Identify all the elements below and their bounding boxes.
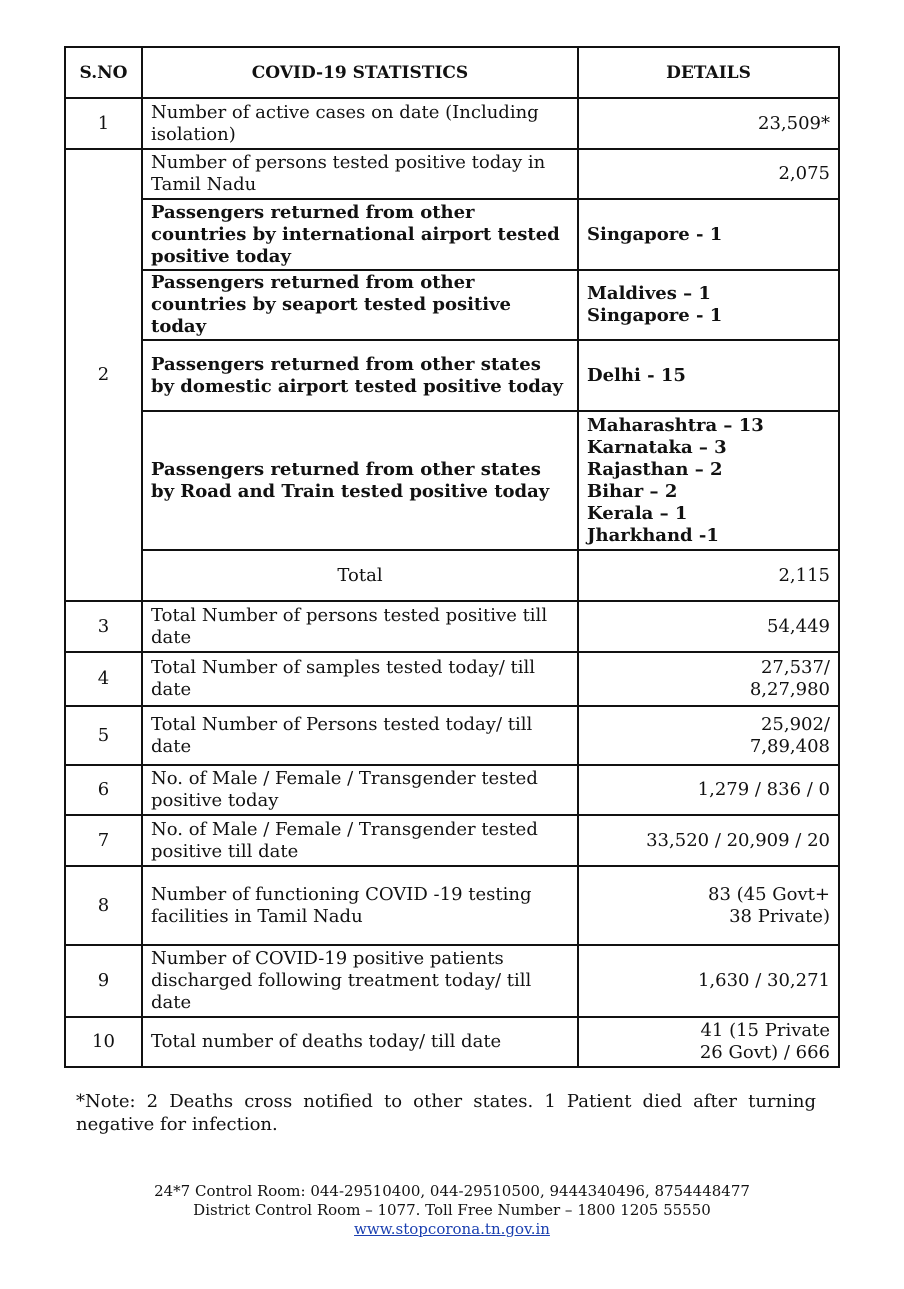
value-line: 27,537/ (760, 657, 830, 678)
table-row (65, 270, 839, 340)
table-row (65, 815, 839, 866)
header-sno: S.NO (65, 47, 142, 98)
total-label: Total (142, 550, 578, 601)
detail-line: Karnataka – 3 (587, 436, 727, 458)
value-line: 83 (45 Govt+ (708, 883, 830, 905)
row-number: 9 (65, 945, 142, 1017)
row-number: 4 (65, 652, 142, 706)
table-row (65, 340, 839, 411)
value-line: 25,902/ (760, 713, 830, 735)
row-value: 23,509* (578, 98, 839, 149)
value-line: 26 Govt) / 666 (699, 1042, 830, 1063)
row-number: 7 (65, 815, 142, 866)
table-row (65, 945, 839, 1017)
table-row (65, 706, 839, 765)
detail-line: Maldives – 1 (587, 283, 711, 304)
row-label: Total Number of Persons tested today/ till date (142, 706, 578, 765)
table-row (65, 765, 839, 815)
row-label: Total Number of samples tested today/ till date (142, 652, 578, 706)
row-value (578, 1017, 839, 1067)
row-number: 2 (65, 149, 142, 601)
row-label: Number of COVID-19 positive patients discharged following treatment today/ till date (142, 945, 578, 1017)
row-value (578, 706, 839, 765)
row-number: 5 (65, 706, 142, 765)
district-control-line: District Control Room – 1077. Toll Free Number – 1800 1205 55550 (193, 1201, 711, 1219)
table-row (65, 199, 839, 270)
row-value (578, 199, 839, 270)
row-value: 2,075 (578, 149, 839, 199)
value-line: 7,89,408 (749, 735, 830, 757)
row-value (578, 866, 839, 945)
row-number: 1 (65, 98, 142, 149)
row-label: Total number of deaths today/ till date (142, 1017, 578, 1067)
detail-line: Delhi - 15 (587, 364, 686, 386)
row-number: 6 (65, 765, 142, 815)
row-label: Passengers returned from other states by Road and Train tested positive today (142, 411, 578, 550)
detail-line: Bihar – 2 (587, 480, 678, 502)
row-value: 54,449 (578, 601, 839, 652)
row-value (578, 411, 839, 550)
table-row (65, 652, 839, 706)
detail-line: Singapore - 1 (587, 305, 723, 326)
table-row (65, 550, 839, 601)
table-row (65, 149, 839, 199)
row-value: 1,630 / 30,271 (578, 945, 839, 1017)
detail-line: Kerala – 1 (587, 502, 688, 524)
row-number: 3 (65, 601, 142, 652)
table-row (65, 98, 839, 149)
row-value: 1,279 / 836 / 0 (578, 765, 839, 815)
detail-line: Singapore - 1 (587, 223, 723, 245)
detail-line: Maharashtra – 13 (587, 414, 764, 436)
value-line: 8,27,980 (749, 679, 830, 700)
table-row (65, 1017, 839, 1067)
total-value: 2,115 (578, 550, 839, 601)
row-label: No. of Male / Female / Transgender tested positive today (142, 765, 578, 815)
row-label: Number of active cases on date (Including isolation) (142, 98, 578, 149)
row-label: Number of persons tested positive today in Tamil Nadu (142, 149, 578, 199)
row-number: 10 (65, 1017, 142, 1067)
covid-statistics-table (64, 46, 840, 1068)
row-value (578, 340, 839, 411)
row-label: Passengers returned from other countries by seaport tested positive today (142, 270, 578, 340)
row-value: 33,520 / 20,909 / 20 (578, 815, 839, 866)
row-number: 8 (65, 866, 142, 945)
row-label: Number of functioning COVID -19 testing facilities in Tamil Nadu (142, 866, 578, 945)
table-row (65, 866, 839, 945)
contact-footer (0, 1182, 904, 1239)
value-line: 38 Private) (729, 905, 830, 927)
footnote: *Note: 2 Deaths cross notified to other states. 1 Patient died after turning negative for infection. (76, 1091, 816, 1135)
value-line: 41 (15 Private (700, 1020, 830, 1041)
row-value (578, 652, 839, 706)
table-header-row (65, 47, 839, 98)
row-value (578, 270, 839, 340)
control-room-line: 24*7 Control Room: 044-29510400, 044-29510500, 9444340496, 8754448477 (154, 1182, 750, 1200)
website-link[interactable]: www.stopcorona.tn.gov.in (354, 1220, 550, 1238)
header-statistics: COVID-19 STATISTICS (142, 47, 578, 98)
row-label: Passengers returned from other states by domestic airport tested positive today (142, 340, 578, 411)
header-details: DETAILS (578, 47, 839, 98)
row-label: No. of Male / Female / Transgender tested positive till date (142, 815, 578, 866)
table-row (65, 601, 839, 652)
detail-line: Rajasthan – 2 (587, 458, 723, 480)
table-row (65, 411, 839, 550)
row-label: Passengers returned from other countries by international airport tested positive today (142, 199, 578, 270)
row-label: Total Number of persons tested positive till date (142, 601, 578, 652)
detail-line: Jharkhand -1 (587, 524, 719, 546)
